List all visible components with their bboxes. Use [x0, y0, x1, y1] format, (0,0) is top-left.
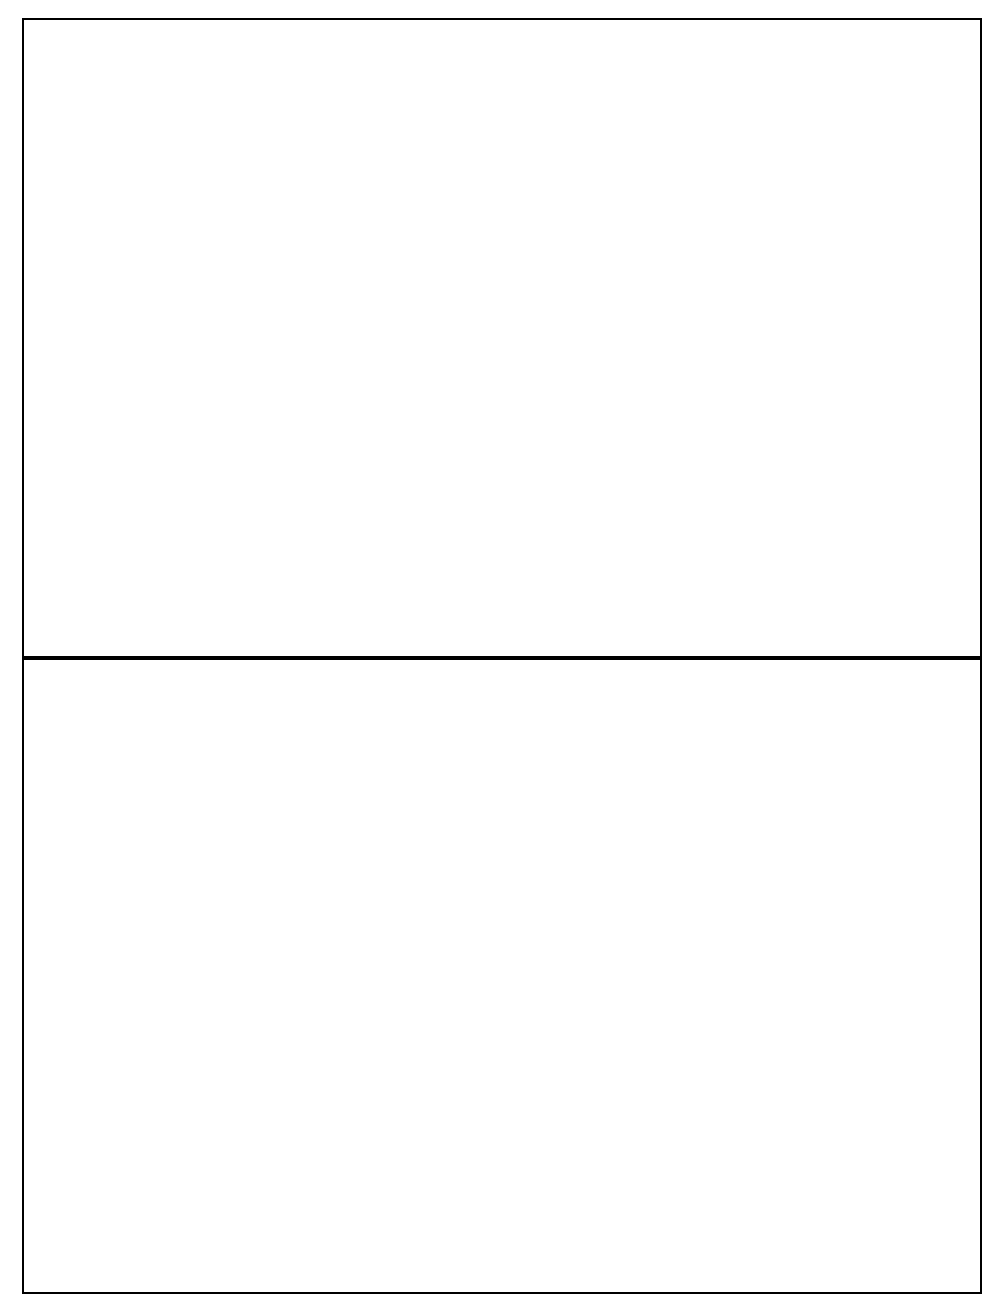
text-body — [54, 130, 952, 644]
running-header — [24, 710, 980, 736]
page-panel-top — [22, 18, 982, 658]
running-header — [24, 88, 980, 114]
page-panel-bottom — [22, 658, 982, 1294]
text-columns — [54, 752, 952, 1280]
text-columns — [54, 130, 952, 644]
text-body — [54, 752, 952, 1280]
